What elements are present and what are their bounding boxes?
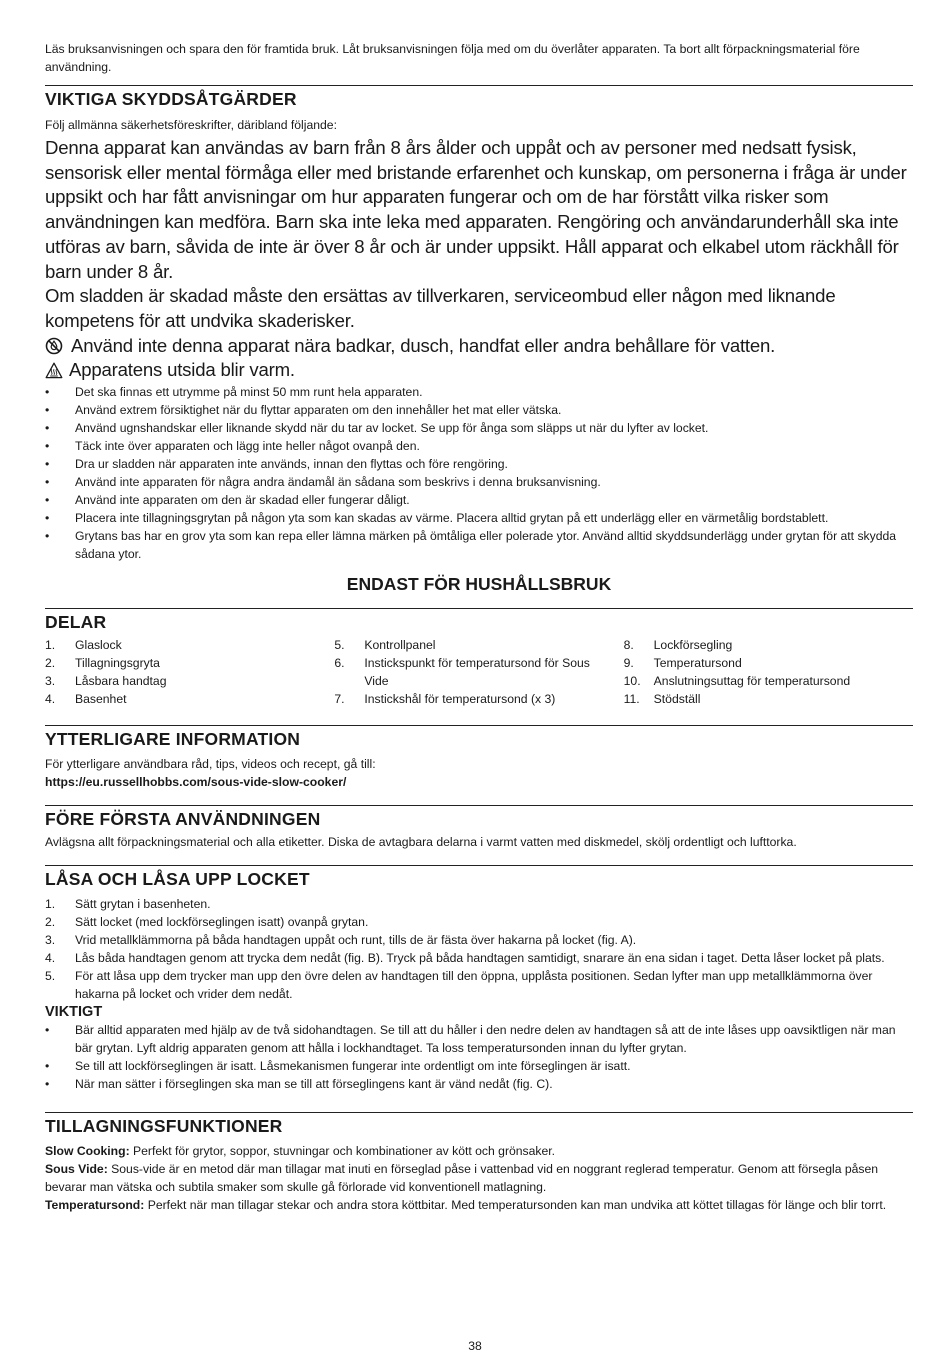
list-item: 7. Instickshål för temperatursond (x 3) [334,692,556,707]
list-item: 5. För att låsa upp dem trycker man upp den övre delen av handtagen till den öppna, upplåsta positionen. Sedan lyfter man upp metallklämmorna över hakarna på locket och vrider dem nedåt. [45,969,873,1002]
list-item: • Använd inte apparaten för några andra ändamål än sådana som beskrivs i denna bruksanvisning. [45,473,913,491]
first-use-title: FÖRE FÖRSTA ANVÄNDNINGEN [45,805,913,829]
functions-title: TILLAGNINGSFUNKTIONER [45,1112,913,1136]
list-item: 1. Sätt grytan i basenheten. [45,897,211,912]
lock-steps [45,895,913,1003]
important-list [45,1021,913,1093]
more-info-text: För ytterligare användbara råd, tips, videos och recept, gå till: [45,757,376,772]
parts-section [45,608,913,708]
list-item: • Använd extrem försiktighet när du flyttar apparaten om den innehåller het mat eller vätska. [45,401,913,419]
list-item: 9. Temperatursond [623,656,742,671]
list-item: 5. Kontrollpanel [334,638,436,653]
list-item: 2. Sätt locket (med lockförseglingen isatt) ovanpå grytan. [45,915,369,930]
function-slow-cooking: Slow Cooking: Perfekt för grytor, soppor, stuvningar och kombinationer av kött och grönsaker. [45,1144,556,1159]
function-temperature-probe: Temperatursond: Perfekt när man tillagar stekar och andra stora köttbitar. Med temperatursonden kan man undvika att köttet tillagas för länge och blir torrt. [45,1198,887,1213]
list-item: • Grytans bas har en grov yta som kan repa eller lämna märken på ömtåliga eller polerade ytor. Använd alltid skyddsunderlägg under grytan för att skydda sådana ytor. [45,527,913,563]
list-item: • Täck inte över apparaten och lägg inte heller något ovanpå den. [45,437,913,455]
more-info-section [45,725,913,791]
lock-section [45,865,913,1093]
more-info-title: YTTERLIGARE INFORMATION [45,725,913,749]
parts-list [45,636,913,708]
safety-cord-paragraph: Om sladden är skadad måste den ersättas av tillverkaren, serviceombud eller någon med liknande kompetens för att undvika skaderisker. [45,285,836,331]
water-warning-text: Använd inte denna apparat nära badkar, dusch, handfat eller andra behållare för vatten. [71,334,776,356]
list-item: 3. Vrid metallklämmorna på båda handtagen uppåt och runt, tills de är fästa över hakarna på locket (fig. A). [45,933,637,948]
list-item: • Det ska finnas ett utrymme på minst 50 mm runt hela apparaten. [45,383,913,401]
important-heading: VIKTIGT [45,1004,103,1021]
parts-title: DELAR [45,608,913,632]
parts-column-1 [45,636,334,708]
page-number: 38 [468,1339,482,1353]
water-warning [45,334,913,359]
list-item: • Använd inte apparaten om den är skadad eller fungerar dåligt. [45,491,913,509]
list-item: 10. Anslutningsuttag för temperatursond [623,674,851,689]
no-water-icon [45,337,63,355]
parts-column-2 [334,636,623,708]
safety-section [45,85,913,595]
functions-section [45,1112,913,1214]
parts-column-3 [624,636,913,708]
list-item: 6. Instickspunkt för temperatursond för Sous Vide [334,656,590,689]
lock-title: LÅSA OCH LÅSA UPP LOCKET [45,865,913,889]
list-item: • Bär alltid apparaten med hjälp av de två sidohandtagen. Se till att du håller i den nedre delen av handtagen så att de inte låses upp oavsiktligen när man bär grytan. Lyft aldrig apparaten genom att hålla i lockhandtaget. Ta loss temperatursonden innan du lyfter grytan. [45,1021,913,1057]
more-info-link[interactable]: https://eu.russellhobbs.com/sous-vide-slow-cooker/ [45,775,347,790]
function-sous-vide: Sous Vide: Sous-vide är en metod där man tillagar mat inuti en förseglad påse i vattenbad vid en noggrant reglerad temperatur. Genom att försegla påsen bevarar man vätska och subtila smaker som skulle gå förlorade vid konventionell matlagning. [45,1162,879,1195]
safety-lead: Följ allmänna säkerhetsföreskrifter, däribland följande: [45,118,337,132]
list-item: • Dra ur sladden när apparaten inte används, innan den flyttas och före rengöring. [45,455,913,473]
list-item: 4. Basenhet [45,692,127,707]
list-item: • Placera inte tillagningsgrytan på någon yta som kan skadas av värme. Placera alltid grytan på ett underlägg eller en värmetålig bordstablett. [45,509,913,527]
list-item: 11. Stödställ [623,692,701,707]
list-item: 4. Lås båda handtagen genom att trycka dem nedåt (fig. B). Tryck på båda handtagen samtidigt, snarare än ena sidan i taget. Detta låser locket på plats. [45,951,885,966]
first-use-text: Avlägsna allt förpackningsmaterial och alla etiketter. Diska de avtagbara delarna i varmt vatten med diskmedel, skölj ordentligt och lufttorka. [45,835,797,850]
list-item: 3. Låsbara handtag [45,674,167,689]
safety-children-paragraph: Denna apparat kan användas av barn från 8 års ålder och uppåt och av personer med nedsatt fysisk, sensorisk eller mental förmåga eller med bristande erfarenhet och kunskap, om personerna i fråga är under uppsikt och har fått anvisningar om hur apparaten fungerar och om de har förstått vilka risker som användningen kan medföra. Barn ska inte leka med apparaten. Rengöring och användarunderhåll ska inte utföras av barn, såvida de inte är över 8 år och är under uppsikt. Håll apparat och elkabel utom räckhåll för barn under 8 år. [45,137,907,282]
list-item: • Se till att lockförseglingen är isatt. Låsmekanismen fungerar inte ordentligt om inte förseglingen är isatt. [45,1057,913,1075]
hot-warning [45,358,913,383]
hot-warning-text: Apparatens utsida blir varm. [69,359,295,381]
list-item: 8. Lockförsegling [623,638,733,653]
page-content [45,40,913,1214]
list-item: • När man sätter i förseglingen ska man se till att förseglingens kant är vänd nedåt (fig. C). [45,1075,913,1093]
household-use-heading: ENDAST FÖR HUSHÅLLSBRUK [346,574,612,595]
list-item: • Använd ugnshandskar eller liknande skydd när du tar av locket. Se upp för ånga som släpps ut när du lyfter av locket. [45,419,913,437]
hot-surface-warning-icon [45,362,63,379]
list-item: 1. Glaslock [45,638,122,653]
intro-text: Läs bruksanvisningen och spara den för framtida bruk. Låt bruksanvisningen följa med om du överlåter apparaten. Ta bort allt förpackningsmaterial före användning. [45,42,860,74]
list-item: 2. Tillagningsgryta [45,656,160,671]
first-use-section [45,805,913,851]
safety-bullet-list [45,383,913,563]
safety-title: VIKTIGA SKYDDSÅTGÄRDER [45,85,913,109]
